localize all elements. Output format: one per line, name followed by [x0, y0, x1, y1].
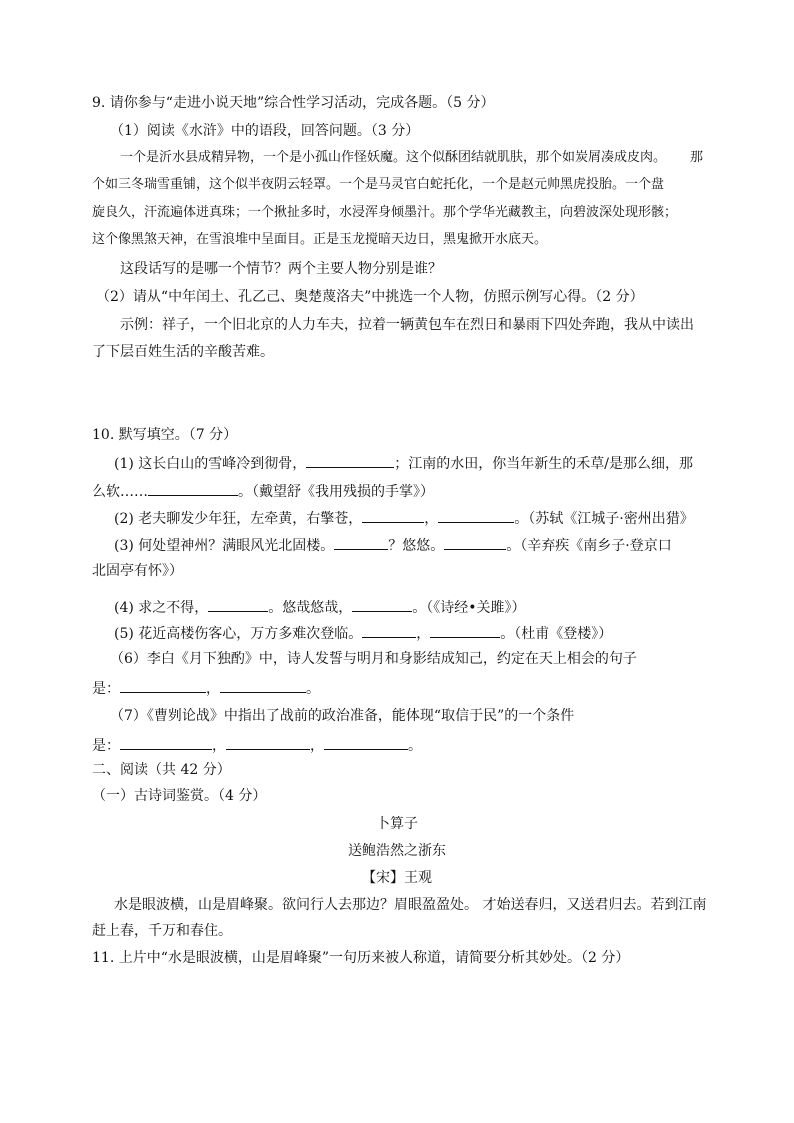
q9-title: 9. 请你参与“走进小说天地”综合性学习活动，完成各题。（5 分）: [92, 95, 495, 111]
answer-blank[interactable]: [352, 597, 412, 612]
answer-blank[interactable]: [438, 508, 514, 523]
q9-passage-line-2: 个如三冬瑞雪重铺，这个似半夜阴云轻罩。一个是马灵官白蛇托化，一个是赵元帅黑虎投胎。一个盘: [92, 177, 665, 192]
answer-blank[interactable]: [444, 535, 506, 550]
q10-item-1-cont: 么软…… 。（戴望舒《我用残损的手掌》）: [92, 481, 434, 501]
answer-blank[interactable]: [208, 597, 268, 612]
section2-title: 二、阅读（共 42 分）: [92, 762, 231, 778]
answer-blank[interactable]: [362, 508, 424, 523]
q9-part2: （2）请从“中年闰土、孔乙己、奥楚蔑洛夫”中挑选一个人物，仿照示例写心得。（2 分）: [96, 289, 644, 305]
answer-blank[interactable]: [120, 735, 212, 750]
q9-question1: 这段话写的是哪一个情节？两个主要人物分别是谁？: [120, 261, 442, 277]
q9-example-line-1: 示例：祥子，一个旧北京的人力车夫，拉着一辆黄包车在烈日和暴雨下四处奔跑，我从中读出: [120, 317, 694, 333]
answer-blank[interactable]: [362, 623, 416, 638]
poem-line-2: 赶上春，千万和春住。: [92, 923, 232, 939]
q10-item-3: (3) 何处望神州？满眼风光北固楼。 ？悠悠。 。（辛弃疾《南乡子·登京口: [114, 535, 672, 555]
poem-subtitle: 送鲍浩然之浙东: [348, 843, 446, 859]
q10-item-4: (4) 求之不得， 。悠哉悠哉， 。（《诗经•关雎》）: [114, 597, 526, 617]
q10-item-1: (1) 这长白山的雪峰冷到彻骨， ；江南的水田，你当年新生的禾草/是那么细，那: [114, 453, 693, 473]
q10-item-2: (2) 老夫聊发少年狂，左牵黄，右擎苍， ， 。（苏轼《江城子·密州出猎》: [114, 508, 694, 528]
q10-item-5: (5) 花近高楼伤客心，万方多难次登临。 ， 。（杜甫《登楼》）: [114, 623, 612, 643]
q9-passage-line-1-end: 那: [690, 150, 704, 165]
q10-item-7: （7）《曹刿论战》中指出了战前的政治准备，能体现“取信于民”的一个条件: [110, 708, 575, 724]
q10-item-7-cont: 是： ， ， 。: [92, 735, 422, 755]
answer-blank[interactable]: [120, 678, 206, 693]
answer-blank[interactable]: [306, 453, 394, 468]
q9-part1: （1）阅读《水浒》中的语段，回答问题。（3 分）: [110, 123, 420, 139]
answer-blank[interactable]: [334, 535, 388, 550]
q10-item-6-cont: 是： ， 。: [92, 678, 320, 698]
q9-example-line-2: 了下层百姓生活的辛酸苦难。: [92, 344, 274, 360]
answer-blank[interactable]: [226, 735, 310, 750]
q9-passage-line-4: 这个像黑煞天神，在雪浪堆中呈面目。正是玉龙搅暗天边日，黑鬼掀开水底天。: [92, 232, 548, 247]
answer-blank[interactable]: [324, 735, 408, 750]
answer-blank[interactable]: [220, 678, 306, 693]
poem-line-1: 水是眼波横，山是眉峰聚。欲问行人去那边？眉眼盈盈处。 才始送春归，又送君归去。若到江南: [114, 897, 707, 913]
q10-title: 10. 默写填空。（7 分）: [92, 427, 238, 443]
answer-blank[interactable]: [430, 623, 500, 638]
section2-sub1: （一）古诗词鉴赏。（4 分）: [92, 788, 267, 804]
poem-author: 【宋】王观: [362, 870, 432, 886]
poem-title: 卜算子: [376, 816, 418, 832]
q10-item-6: （6）李白《月下独酌》中，诗人发誓与明月和身影结成知己，约定在天上相会的句子: [110, 651, 637, 667]
q11-title: 11. 上片中“水是眼波横，山是眉峰聚”一句历来被人称道，请简要分析其妙处。（2 分）: [92, 950, 630, 966]
answer-blank[interactable]: [148, 481, 238, 496]
q9-passage-line-1: 一个是沂水县成精异物，一个是小孤山作怪妖魔。这个似酥团结就肌肤，那个如炭屑凑成皮肉。: [120, 150, 667, 165]
q9-passage-line-3: 旋良久，汗流遍体迸真珠；一个揪扯多时，水浸浑身倾墨汁。那个学华光藏教主，向碧波深处现形骸；: [92, 205, 678, 220]
q10-item-3-cont: 北固亭有怀》）: [92, 563, 183, 579]
